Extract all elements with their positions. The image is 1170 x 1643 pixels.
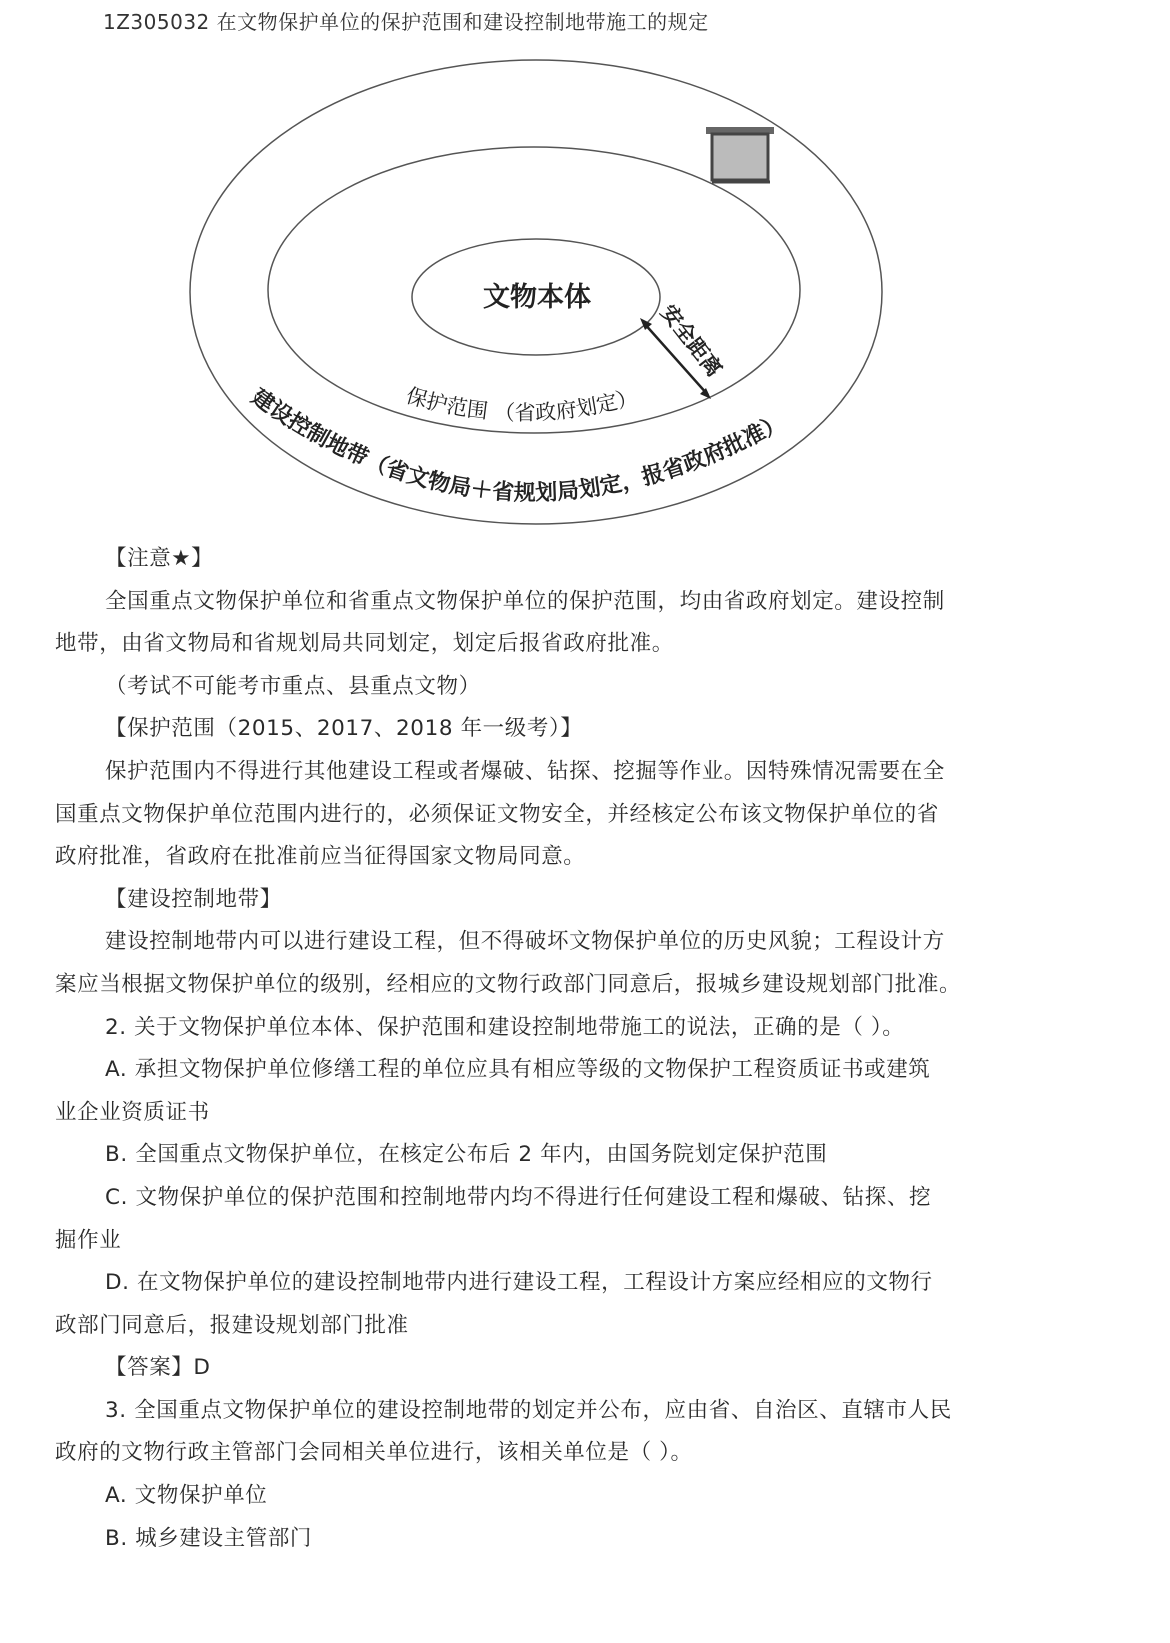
text-line: 案应当根据文物保护单位的级别，经相应的文物行政部门同意后，报城乡建设规划部门批准。 (55, 971, 962, 997)
middle-label-path: 保护范围 （省政府划定） (403, 383, 641, 426)
text-line: 3. 全国重点文物保护单位的建设控制地带的划定并公布，应由省、自治区、直辖市人民 (105, 1397, 952, 1423)
outer-label-path: 建设控制地带（省文物局＋省规划局划定，报省政府批准） (246, 384, 790, 507)
document-body (55, 538, 1015, 1560)
text-line: A. 文物保护单位 (105, 1483, 268, 1509)
text-line: 【建设控制地带】 (105, 886, 282, 912)
text-line: 【答案】D (105, 1355, 211, 1381)
text-line: 政府的文物行政主管部门会同相关单位进行，该相关单位是（ ）。 (55, 1440, 693, 1466)
text-line: B. 全国重点文物保护单位，在核定公布后 2 年内，由国务院划定保护范围 (105, 1142, 828, 1168)
section-title: 1Z305032 在文物保护单位的保护范围和建设控制地带施工的规定 (103, 10, 709, 34)
building-icon (706, 127, 774, 182)
text-line: B. 城乡建设主管部门 (105, 1525, 313, 1551)
text-line: 【注意★】 (105, 546, 214, 571)
text-line: 掘作业 (55, 1227, 122, 1253)
text-line: 保护范围内不得进行其他建设工程或者爆破、钻探、挖掘等作业。因特殊情况需要在全 (105, 758, 945, 784)
text-line: 【保护范围（2015、2017、2018 年一级考）】 (105, 716, 583, 742)
text-line: D. 在文物保护单位的建设控制地带内进行建设工程，工程设计方案应经相应的文物行 (105, 1270, 933, 1296)
text-line: 建设控制地带内可以进行建设工程，但不得破坏文物保护单位的历史风貌；工程设计方 (105, 929, 945, 955)
text-line: 2. 关于文物保护单位本体、保护范围和建设控制地带施工的说法，正确的是（ ）。 (105, 1014, 905, 1040)
distance-label: 安全距离 (656, 300, 727, 382)
text-line: 政部门同意后，报建设规划部门批准 (55, 1312, 409, 1338)
text-line: （考试不可能考市重点、县重点文物） (105, 673, 481, 699)
text-line: C. 文物保护单位的保护范围和控制地带内均不得进行任何建设工程和爆破、钻探、挖 (105, 1184, 932, 1210)
text-line: 业企业资质证书 (55, 1099, 210, 1125)
text-line: 地带，由省文物局和省规划局共同划定，划定后报省政府批准。 (55, 631, 674, 657)
text-line: A. 承担文物保护单位修缮工程的单位应具有相应等级的文物保护工程资质证书或建筑 (105, 1057, 931, 1083)
protection-zone-diagram (0, 40, 1170, 540)
text-line: 全国重点文物保护单位和省重点文物保护单位的保护范围，均由省政府划定。建设控制 (105, 588, 945, 614)
middle-label (403, 383, 640, 425)
text-line: 政府批准，省政府在批准前应当征得国家文物局同意。 (55, 844, 586, 870)
inner-label: 文物本体 (483, 282, 591, 313)
text-line: 国重点文物保护单位范围内进行的，必须保证文物安全，并经核定公布该文物保护单位的省 (55, 801, 940, 827)
